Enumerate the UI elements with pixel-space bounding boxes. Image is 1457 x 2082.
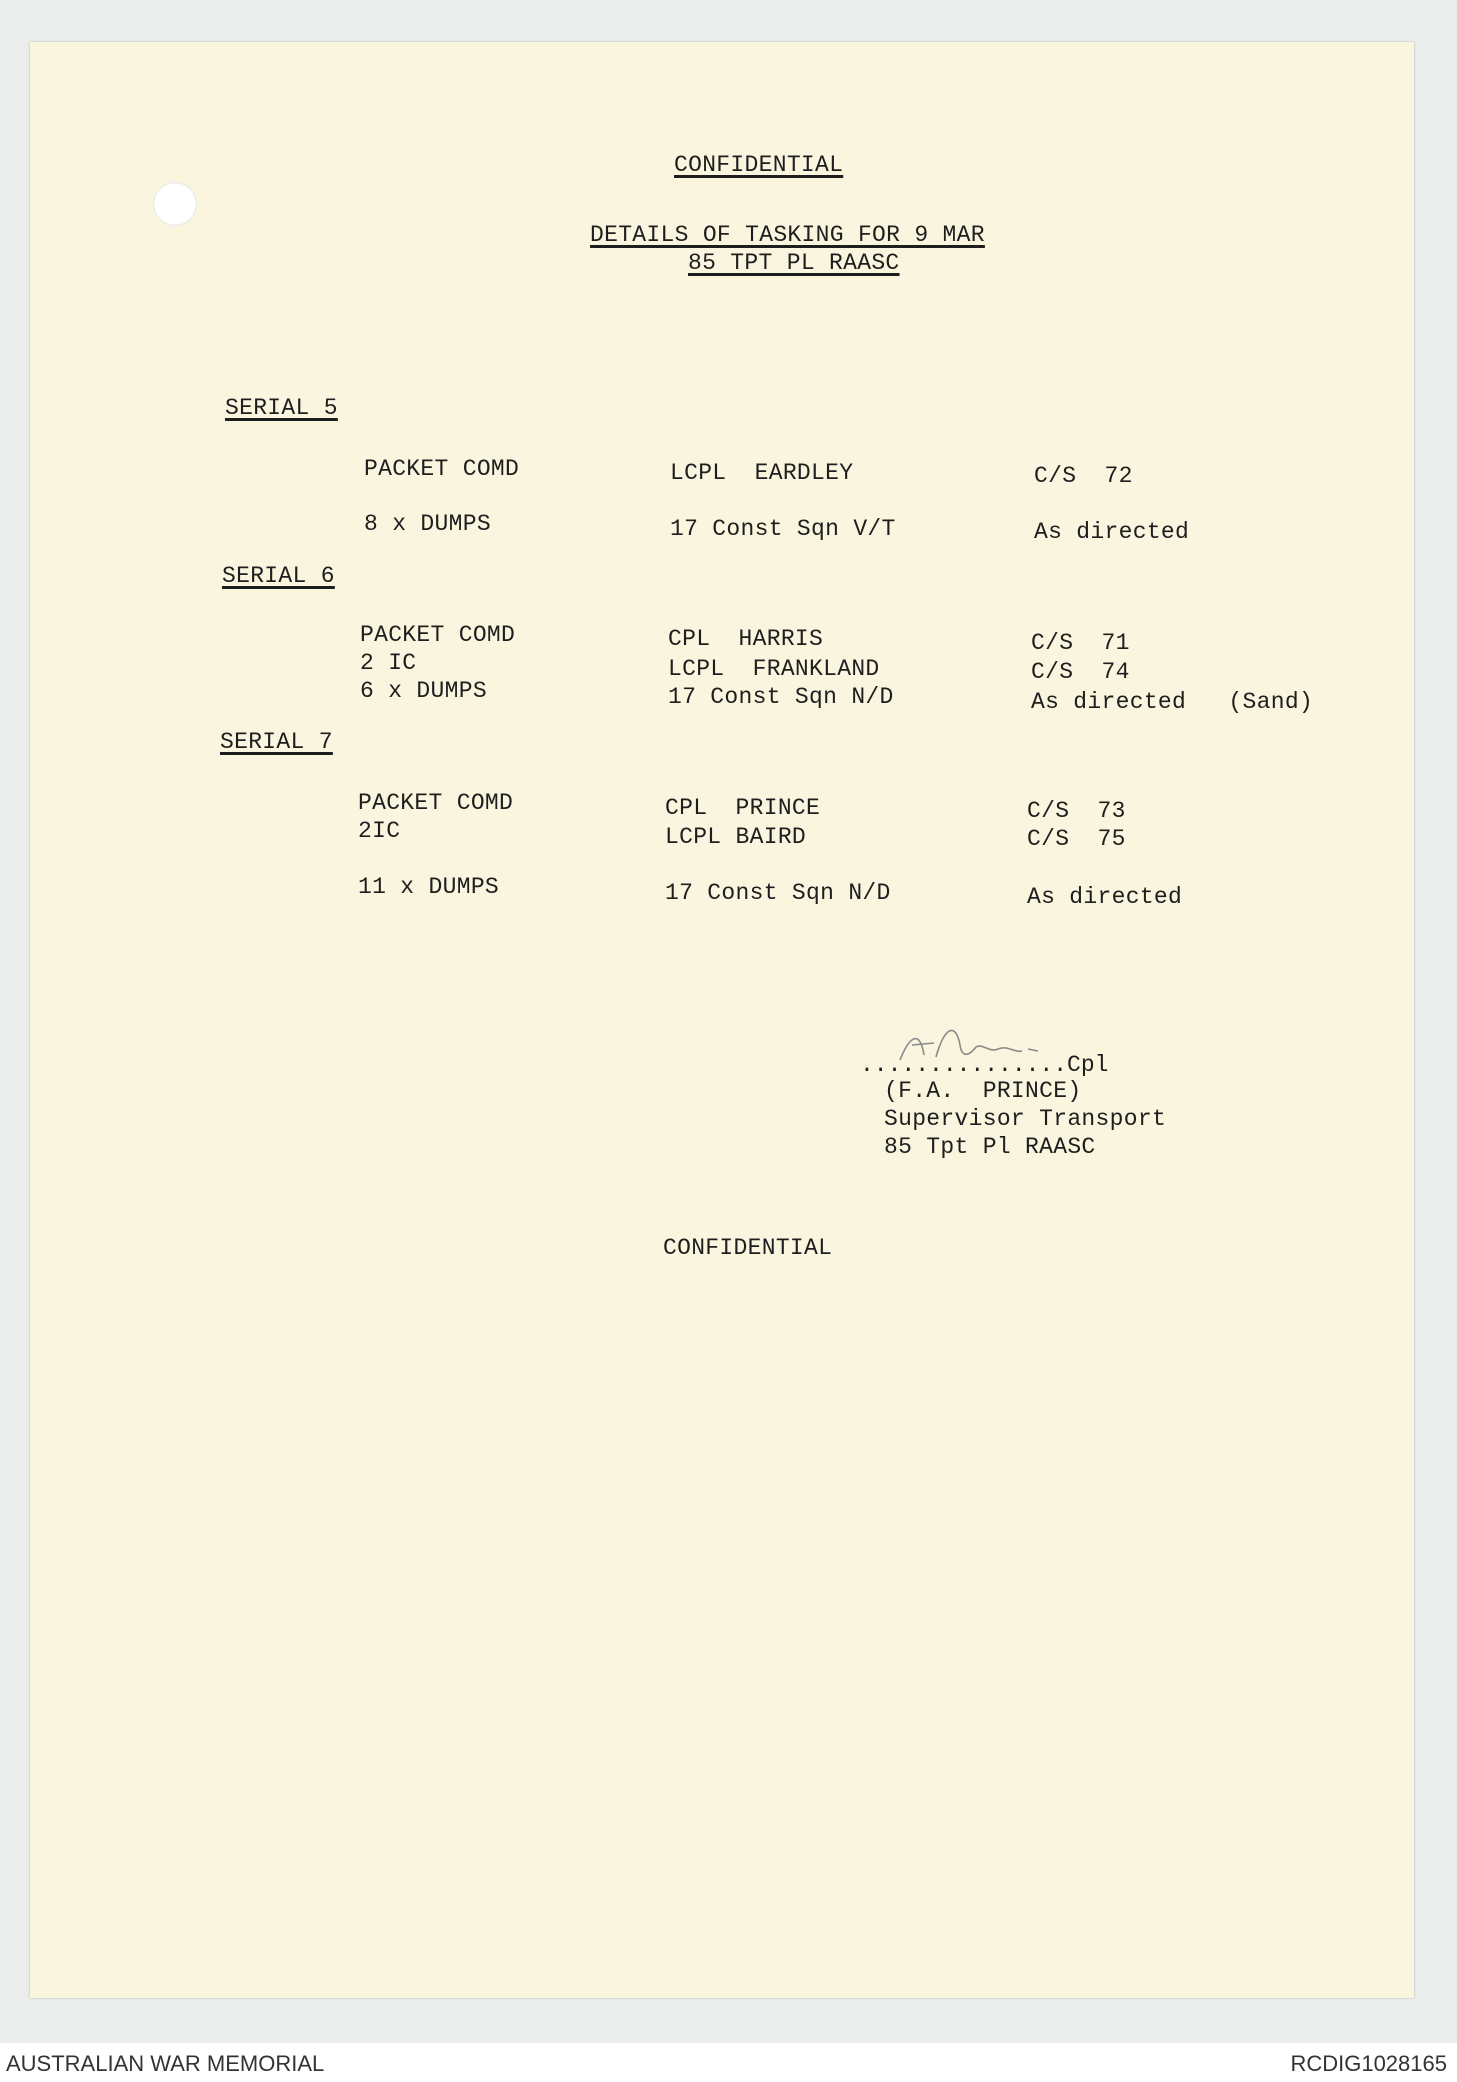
info-cell: C/S 74 <box>1031 659 1130 685</box>
assignee-cell: CPL HARRIS <box>668 626 824 652</box>
role-cell: 2 IC <box>360 650 417 676</box>
signatory-position: Supervisor Transport <box>884 1106 1167 1132</box>
role-cell: PACKET COMD <box>360 622 516 648</box>
assignee-cell: CPL PRINCE <box>665 795 821 821</box>
assignee-cell: 17 Const Sqn V/T <box>670 516 896 542</box>
archive-footer <box>0 2043 1457 2082</box>
archive-name: AUSTRALIAN WAR MEMORIAL <box>6 2051 325 2076</box>
role-cell: 11 x DUMPS <box>358 874 500 900</box>
info-cell: As directed <box>1034 519 1190 545</box>
role-cell: 8 x DUMPS <box>364 511 491 537</box>
assignee-cell: LCPL FRANKLAND <box>668 656 880 682</box>
punch-hole <box>153 182 197 226</box>
footer-confidential: CONFIDENTIAL <box>663 1235 833 1261</box>
assignee-cell: LCPL BAIRD <box>665 824 807 850</box>
role-cell: PACKET COMD <box>358 790 514 816</box>
signature-line: ...............Cpl <box>860 1052 1109 1078</box>
info-cell: As directed (Sand) <box>1031 689 1314 715</box>
serial-label: SERIAL 7 <box>220 729 333 755</box>
info-cell: As directed <box>1027 884 1183 910</box>
info-cell: C/S 72 <box>1034 463 1133 489</box>
serial-label: SERIAL 5 <box>225 395 338 421</box>
signatory-unit: 85 Tpt Pl RAASC <box>884 1134 1096 1160</box>
title-line-2: 85 TPT PL RAASC <box>688 250 900 276</box>
serial-label: SERIAL 6 <box>222 563 335 589</box>
role-cell: 6 x DUMPS <box>360 678 487 704</box>
signatory-name: (F.A. PRINCE) <box>884 1078 1082 1104</box>
role-cell: PACKET COMD <box>364 456 520 482</box>
info-cell: C/S 73 <box>1027 798 1126 824</box>
info-cell: C/S 75 <box>1027 826 1126 852</box>
assignee-cell: LCPL EARDLEY <box>670 460 854 486</box>
header-confidential: CONFIDENTIAL <box>674 152 844 178</box>
info-cell: C/S 71 <box>1031 630 1130 656</box>
assignee-cell: 17 Const Sqn N/D <box>665 880 891 906</box>
assignee-cell: 17 Const Sqn N/D <box>668 684 894 710</box>
document-page <box>30 42 1414 1998</box>
record-id: RCDIG1028165 <box>1290 2051 1447 2076</box>
title-line-1: DETAILS OF TASKING FOR 9 MAR <box>590 222 985 248</box>
role-cell: 2IC <box>358 818 401 844</box>
